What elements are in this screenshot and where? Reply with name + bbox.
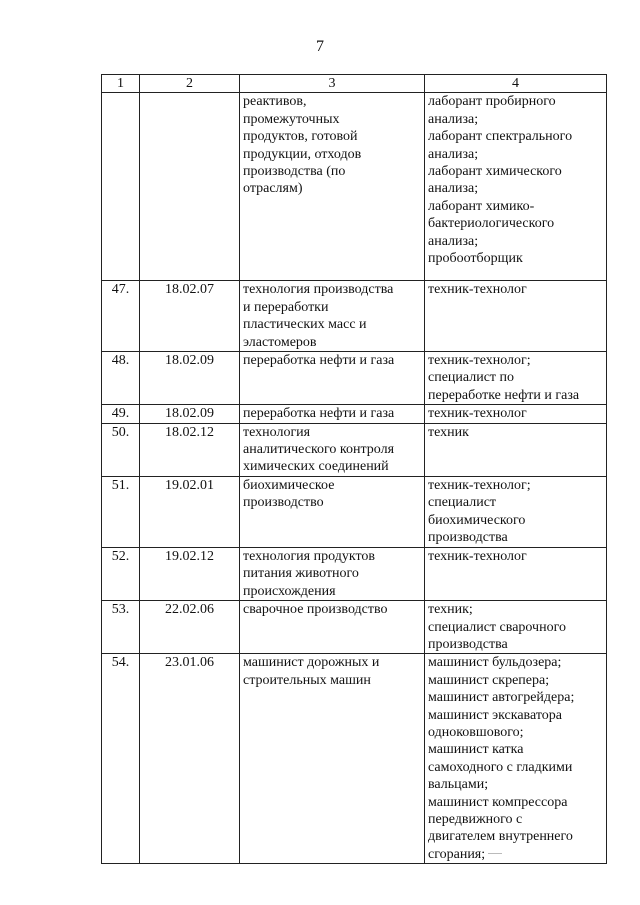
qualification-line: производства bbox=[428, 530, 508, 546]
specialty-code: 19.02.12 bbox=[140, 547, 240, 600]
specialty-code: 23.01.06 bbox=[140, 654, 240, 864]
table-row bbox=[102, 352, 607, 405]
qualification-line: специалист сварочного bbox=[428, 619, 566, 635]
page-number: 7 bbox=[316, 38, 324, 55]
qualification-line: машинист компрессора bbox=[428, 794, 568, 810]
specialty-name-line: продукции, отходов bbox=[243, 146, 362, 162]
qualification-line: вальцами; bbox=[428, 777, 489, 793]
specialty-code bbox=[140, 93, 240, 281]
specialty-name-line: технология продуктов bbox=[243, 548, 375, 564]
qualification-line: анализа; bbox=[428, 233, 479, 249]
qualification-line: переработке нефти и газа bbox=[428, 387, 580, 403]
specialties-table bbox=[101, 74, 607, 864]
qualification bbox=[425, 601, 607, 654]
specialty-name-line: реактивов, bbox=[243, 94, 307, 110]
qualification-line: лаборант химического bbox=[428, 164, 562, 180]
qualification-line: специалист bbox=[428, 495, 497, 511]
qualification-line: производства bbox=[428, 636, 508, 652]
specialty-name-line: отраслям) bbox=[243, 181, 303, 197]
qualification bbox=[425, 547, 607, 600]
specialty-code: 19.02.01 bbox=[140, 476, 240, 547]
qualification bbox=[425, 423, 607, 476]
header-col-1: 1 bbox=[102, 75, 140, 93]
qualification bbox=[425, 93, 607, 281]
specialty-name bbox=[240, 423, 425, 476]
qualification-line: машинист скрепера; bbox=[428, 672, 550, 688]
specialty-name bbox=[240, 601, 425, 654]
qualification-line: техник-технолог; bbox=[428, 477, 531, 493]
specialty-code: 18.02.07 bbox=[140, 281, 240, 352]
table-row bbox=[102, 476, 607, 547]
specialty-name bbox=[240, 405, 425, 423]
specialty-name-line: сварочное производство bbox=[243, 602, 388, 618]
qualification-line: двигателем внутреннего bbox=[428, 829, 573, 845]
qualification-line: лаборант пробирного bbox=[428, 94, 556, 110]
table-row bbox=[102, 547, 607, 600]
table-row bbox=[102, 281, 607, 352]
row-number: 53. bbox=[102, 601, 140, 654]
qualification-line: лаборант спектрального bbox=[428, 129, 573, 145]
row-number: 51. bbox=[102, 476, 140, 547]
specialty-name bbox=[240, 547, 425, 600]
qualification-line: техник-технолог bbox=[428, 282, 527, 298]
qualification bbox=[425, 476, 607, 547]
row-number: 52. bbox=[102, 547, 140, 600]
specialty-name bbox=[240, 476, 425, 547]
header-col-3: 3 bbox=[240, 75, 425, 93]
specialty-name-line: машинист дорожных и bbox=[243, 655, 380, 671]
qualification bbox=[425, 405, 607, 423]
qualification-line: техник-технолог bbox=[428, 548, 527, 564]
qualification-line: машинист бульдозера; bbox=[428, 655, 562, 671]
specialty-name-line: переработка нефти и газа bbox=[243, 406, 395, 422]
qualification-line: специалист по bbox=[428, 370, 515, 386]
specialty-name-line: промежуточных bbox=[243, 111, 340, 127]
qualification-line: биохимического bbox=[428, 512, 526, 528]
qualification-line: техник-технолог bbox=[428, 406, 527, 422]
header-col-2: 2 bbox=[140, 75, 240, 93]
qualification-line: техник-технолог; bbox=[428, 353, 531, 369]
specialty-name-line: и переработки bbox=[243, 299, 329, 315]
specialty-code: 22.02.06 bbox=[140, 601, 240, 654]
qualification-line: передвижного с bbox=[428, 811, 523, 827]
scan-mark bbox=[488, 853, 502, 854]
specialty-name bbox=[240, 281, 425, 352]
row-number: 47. bbox=[102, 281, 140, 352]
qualification-line: машинист автогрейдера; bbox=[428, 690, 575, 706]
specialty-name-line: биохимическое bbox=[243, 477, 335, 493]
table-row bbox=[102, 423, 607, 476]
row-number: 54. bbox=[102, 654, 140, 864]
specialty-name-line: эластомеров bbox=[243, 334, 317, 350]
qualification bbox=[425, 654, 607, 864]
qualification-line: анализа; bbox=[428, 146, 479, 162]
specialty-name-line: технология производства bbox=[243, 282, 394, 298]
qualification-line: техник bbox=[428, 424, 469, 440]
specialty-code: 18.02.12 bbox=[140, 423, 240, 476]
header-col-4: 4 bbox=[425, 75, 607, 93]
specialty-name-line: производство bbox=[243, 495, 324, 511]
specialty-name bbox=[240, 93, 425, 281]
table-body bbox=[102, 93, 607, 864]
qualification-line: сгорания; bbox=[428, 846, 486, 862]
specialty-name-line: питания животного bbox=[243, 566, 359, 582]
row-number bbox=[102, 93, 140, 281]
specialty-name bbox=[240, 352, 425, 405]
qualification-line: пробоотборщик bbox=[428, 251, 523, 267]
qualification-line: самоходного с гладкими bbox=[428, 759, 573, 775]
specialty-name-line: пластических масс и bbox=[243, 317, 367, 333]
specialty-name-line: химических соединений bbox=[243, 459, 389, 475]
qualification bbox=[425, 281, 607, 352]
specialty-code: 18.02.09 bbox=[140, 352, 240, 405]
specialty-name-line: продуктов, готовой bbox=[243, 129, 358, 145]
qualification bbox=[425, 352, 607, 405]
qualification-line: анализа; bbox=[428, 181, 479, 197]
row-number: 49. bbox=[102, 405, 140, 423]
qualification-line: одноковшового; bbox=[428, 724, 524, 740]
specialty-name-line: строительных машин bbox=[243, 672, 371, 688]
specialty-name-line: технология bbox=[243, 424, 311, 440]
table-row bbox=[102, 93, 607, 281]
qualification-line: техник; bbox=[428, 602, 473, 618]
qualification-line: лаборант химико- bbox=[428, 198, 535, 214]
table-header-row bbox=[102, 75, 607, 93]
specialty-code: 18.02.09 bbox=[140, 405, 240, 423]
qualification-line: машинист катка bbox=[428, 742, 524, 758]
row-number: 48. bbox=[102, 352, 140, 405]
table-row bbox=[102, 601, 607, 654]
table-row bbox=[102, 405, 607, 423]
specialty-name-line: переработка нефти и газа bbox=[243, 353, 395, 369]
specialty-name bbox=[240, 654, 425, 864]
specialty-name-line: аналитического контроля bbox=[243, 442, 395, 458]
table-row bbox=[102, 654, 607, 864]
qualification-line: бактериологического bbox=[428, 216, 555, 232]
row-number: 50. bbox=[102, 423, 140, 476]
specialty-name-line: производства (по bbox=[243, 164, 346, 180]
specialty-name-line: происхождения bbox=[243, 583, 336, 599]
qualification-line: анализа; bbox=[428, 111, 479, 127]
qualification-line: машинист экскаватора bbox=[428, 707, 562, 723]
